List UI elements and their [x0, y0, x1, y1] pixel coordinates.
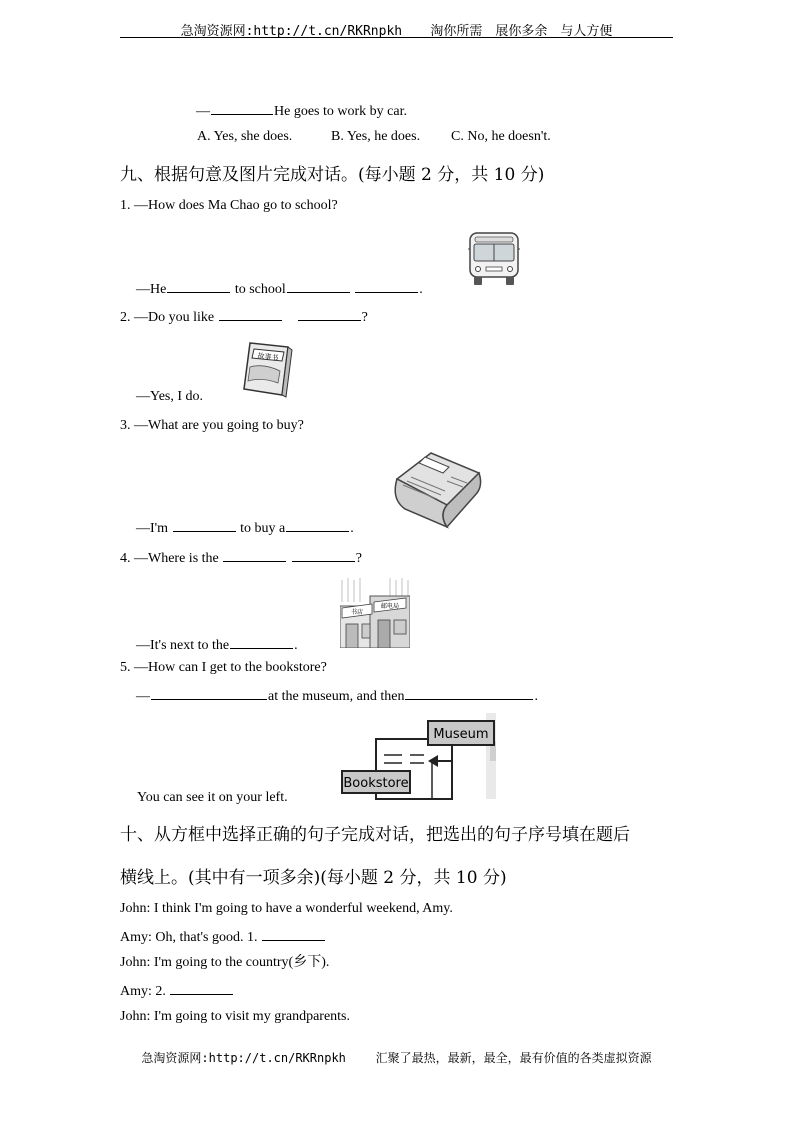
map-bookstore-label: Bookstore: [343, 776, 409, 791]
answer-tail: He goes to work by car.: [274, 104, 407, 119]
q1-blank-1[interactable]: [167, 279, 230, 293]
header-url[interactable]: http://t.cn/RKRnpkh: [253, 24, 403, 39]
header-site: 急淘资源网: [180, 24, 246, 39]
q4-answer: [136, 635, 298, 655]
q5-answer: [136, 686, 538, 706]
dialog-line-4-text: Amy: 2.: [120, 984, 166, 999]
q5-answer-end: .: [534, 689, 538, 704]
dialog-line-2: [120, 927, 326, 947]
footer-url[interactable]: http://t.cn/RKRnpkh: [208, 1051, 346, 1065]
q1-blank-3[interactable]: [355, 279, 418, 293]
q5-answer-mid: at the museum, and then: [268, 689, 405, 704]
q2-blank-2[interactable]: [298, 307, 361, 321]
q1-answer-mid: to school: [231, 282, 286, 297]
section-9-title: 九、根据句意及图片完成对话。(每小题 2 分，共 10 分): [120, 165, 545, 185]
shop-sign-post-office: 邮电局: [380, 603, 400, 610]
q3-blank-2[interactable]: [286, 518, 349, 532]
q3-question: 3. —What are you going to buy?: [120, 418, 304, 433]
q5-answer-tail: You can see it on your left.: [137, 790, 288, 805]
q1-blank-2[interactable]: [287, 279, 350, 293]
q4-question: [120, 548, 362, 568]
q2-question-end: ?: [361, 310, 368, 325]
q2-blank-1[interactable]: [219, 307, 282, 321]
dialog-line-3: John: I'm going to the country(乡下).: [120, 955, 330, 970]
q2-answer: —Yes, I do.: [136, 389, 204, 404]
q5-blank-1[interactable]: [151, 686, 267, 700]
q4-blank-2[interactable]: [292, 548, 355, 562]
header-rule: [120, 37, 673, 38]
q2-question: [120, 307, 368, 327]
q1-answer: [136, 279, 423, 299]
newspaper-icon: [391, 449, 483, 534]
shop-sign-bookstore: 书店: [350, 609, 364, 616]
q3-answer-mid: to buy a: [236, 521, 286, 536]
q5-answer-start: —: [136, 689, 150, 704]
dialog-line-5: John: I'm going to visit my grandparents.: [120, 1009, 351, 1024]
q4-answer-start: —It's next to the: [136, 638, 230, 653]
q5-blank-2[interactable]: [405, 686, 533, 700]
dash: —: [196, 104, 210, 119]
q2-question-text: 2. —Do you like: [120, 310, 215, 325]
dialog-line-4: [120, 981, 234, 1001]
q4-blank-1[interactable]: [223, 548, 286, 562]
dialog-line-1: John: I think I'm going to have a wonderful weekend, Amy.: [120, 901, 453, 916]
bus-icon: [466, 229, 522, 292]
q4-answer-end: .: [294, 638, 298, 653]
book-icon: [240, 337, 296, 404]
page-footer: 急淘资源网:http://t.cn/RKRnpkh 汇聚了最热，最新，最全，最有价值的各类虚拟资源: [141, 1051, 652, 1065]
q3-blank-1[interactable]: [173, 518, 236, 532]
prev-option-a: A. Yes, she does.: [197, 129, 293, 144]
answer-blank[interactable]: [211, 101, 273, 115]
page-header: 急淘资源网:http://t.cn/RKRnpkh 淘你所需 展你多余 与人方便: [180, 24, 613, 39]
q3-answer: [136, 518, 354, 538]
q4-question-end: ?: [355, 551, 362, 566]
q1-answer-start: —He: [136, 282, 167, 297]
dialog-blank-2[interactable]: [170, 981, 233, 995]
q5-question: 5. —How can I get to the bookstore?: [120, 660, 327, 675]
map-museum-label: Museum: [433, 727, 489, 742]
header-slogan: 淘你所需 展你多余 与人方便: [430, 24, 613, 39]
dialog-line-2-text: Amy: Oh, that's good. 1.: [120, 930, 258, 945]
prev-option-c: C. No, he doesn't.: [451, 129, 551, 144]
q3-answer-start: —I'm: [136, 521, 169, 536]
q4-question-text: 4. —Where is the: [120, 551, 219, 566]
dialog-blank-1[interactable]: [262, 927, 325, 941]
map-icon: [340, 711, 502, 806]
prev-option-b: B. Yes, he does.: [331, 129, 421, 144]
q4-blank-1-answer[interactable]: [230, 635, 293, 649]
book-title: 故事书: [257, 351, 279, 363]
section-10-title-line-2: 横线上。(其中有一项多余)(每小题 2 分，共 10 分): [120, 868, 507, 888]
section-10-title-line-1: 十、从方框中选择正确的句子完成对话，把选出的句子序号填在题后: [120, 825, 630, 845]
footer-slogan: 汇聚了最热，最新，最全，最有价值的各类虚拟资源: [375, 1051, 652, 1065]
q1-question: 1. —How does Ma Chao go to school?: [120, 198, 338, 213]
footer-site: 急淘资源网: [141, 1051, 202, 1065]
q1-answer-end: .: [419, 282, 423, 297]
buildings-icon: [340, 576, 410, 653]
prev-answer-line: [196, 101, 407, 121]
q3-answer-end: .: [350, 521, 354, 536]
